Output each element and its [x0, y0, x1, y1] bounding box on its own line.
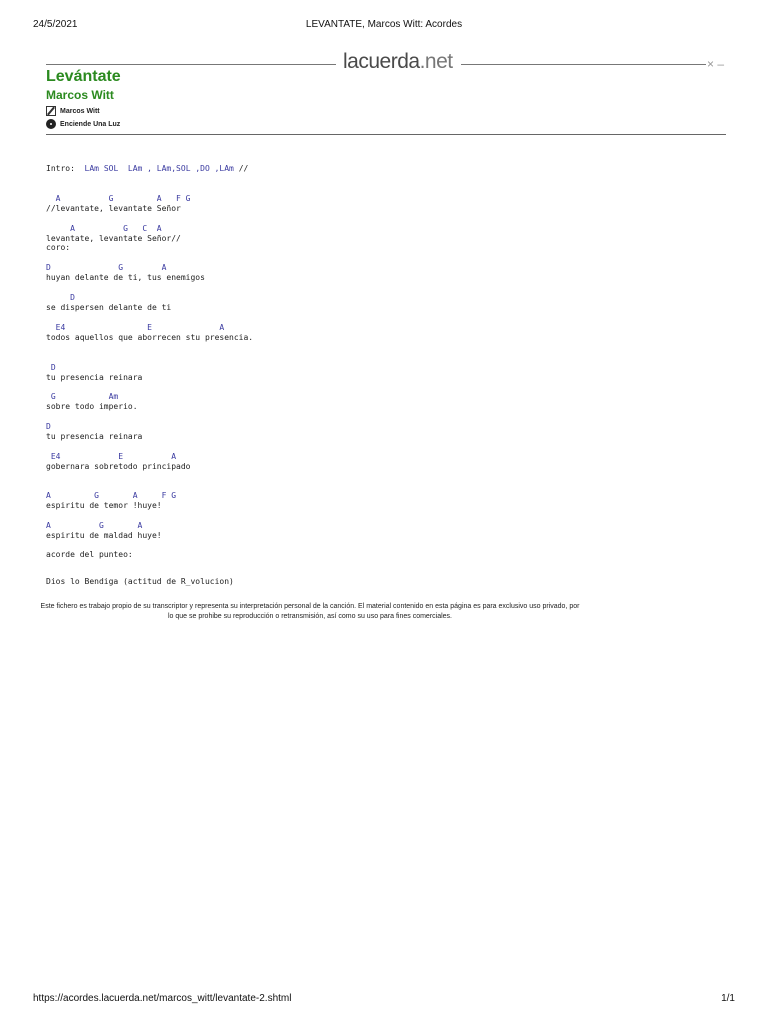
disclaimer: Este fichero es trabajo propio de su transcriptor y representa su interpretación personal de la canción. El material contenido en esta página es para exclusivo uso privado, por lo que se prohibe su reproducción o retransmisión, así como su uso para fines comerciales.	[40, 603, 580, 620]
song-artist[interactable]: Marcos Witt	[46, 88, 114, 102]
chord-line: D	[46, 422, 51, 431]
header-rule-bottom	[46, 134, 726, 135]
lyric-line: levantate, levantate Señor//	[46, 234, 181, 243]
chord-line: A G A	[46, 521, 143, 530]
print-url: https://acordes.lacuerda.net/marcos_witt/levantate-2.shtml	[33, 993, 292, 1004]
header-rule-left	[46, 64, 336, 65]
edit-icon	[46, 106, 56, 116]
chord-line: A G C A	[46, 224, 162, 233]
intro-label: Intro:	[46, 164, 75, 173]
chord-line: D	[46, 293, 75, 302]
logo-suffix: .net	[419, 50, 453, 73]
lyric-line: //levantate, levantate Señor	[46, 204, 181, 213]
chord-line: D	[46, 363, 56, 372]
chord-line: E4 E A	[46, 323, 225, 332]
lyric-line: coro:	[46, 243, 71, 252]
logo-main: lacuerda	[343, 50, 420, 73]
window-controls[interactable]: × –	[707, 57, 725, 71]
lyric-line: se dispersen delante de ti	[46, 303, 172, 312]
disc-icon	[46, 119, 56, 129]
author-row[interactable]	[46, 106, 100, 116]
album-row[interactable]	[46, 119, 120, 129]
print-title: LEVANTATE, Marcos Witt: Acordes	[305, 19, 463, 30]
chord-line: D G A	[46, 263, 167, 272]
intro-end: //	[238, 164, 249, 173]
chord-line: A G A F G	[46, 194, 191, 203]
intro-chords: LAm SOL LAm , LAm,SOL ,DO ,LAm	[84, 164, 234, 173]
chord-line: G Am	[46, 392, 119, 401]
lyric-line: tu presencia reinara	[46, 373, 143, 382]
site-logo[interactable]	[343, 50, 453, 74]
chord-line: E4 E A	[46, 452, 177, 461]
print-date: 24/5/2021	[33, 19, 78, 30]
lyric-line: huyan delante de ti, tus enemigos	[46, 273, 205, 282]
lyric-line: sobre todo imperio.	[46, 402, 138, 411]
lyric-line: tu presencia reinara	[46, 432, 143, 441]
lyric-line: todos aquellos que aborrecen stu presencia.	[46, 333, 254, 342]
chord-line: A G A F G	[46, 491, 177, 500]
header-rule-right	[461, 64, 706, 65]
lyric-line: espiritu de temor !huye!	[46, 501, 162, 510]
print-page-number: 1/1	[721, 993, 735, 1004]
lyric-line: espiritu de maldad huye!	[46, 531, 162, 540]
song-title: Levántate	[46, 68, 121, 85]
lyric-line: acorde del punteo:	[46, 550, 133, 559]
intro-line	[46, 164, 248, 174]
lyric-line: gobernara sobretodo principado	[46, 462, 191, 471]
author-label: Marcos Witt	[60, 107, 100, 115]
lyric-line: Dios lo Bendiga (actitud de R_volucion)	[46, 577, 234, 586]
album-label: Enciende Una Luz	[60, 120, 121, 128]
